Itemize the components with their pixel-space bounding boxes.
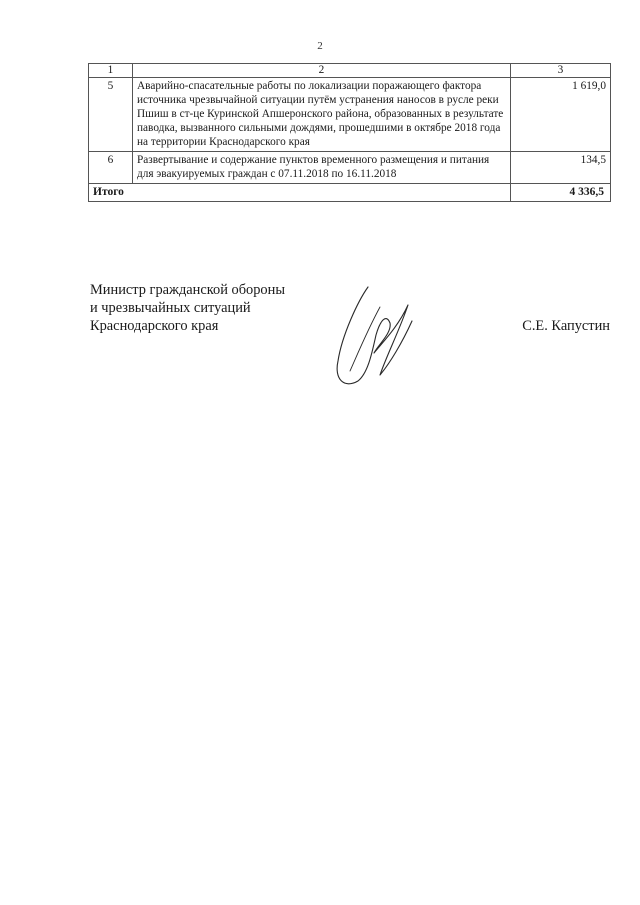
- row-amount: 1 619,0: [511, 78, 611, 152]
- expenses-table: [88, 63, 611, 202]
- row-number: 5: [89, 78, 133, 152]
- table-row: [89, 152, 611, 184]
- row-amount: 134,5: [511, 152, 611, 184]
- row-number: 6: [89, 152, 133, 184]
- column-header: 1: [89, 64, 133, 78]
- position-line: Министр гражданской обороны: [90, 282, 285, 298]
- total-label: Итого: [89, 184, 511, 202]
- signatory-position: [90, 281, 285, 335]
- table-header-row: [89, 64, 611, 78]
- handwritten-signature: [328, 283, 418, 393]
- position-line: Краснодарского края: [90, 318, 219, 334]
- table-total-row: [89, 184, 611, 202]
- page-number: 2: [317, 40, 323, 52]
- row-description: Развертывание и содержание пунктов временного размещения и питания для эвакуируемых граждан с 07.11.2018 по 16.11.2018: [133, 152, 511, 184]
- column-header: 2: [133, 64, 511, 78]
- position-line: и чрезвычайных ситуаций: [90, 300, 251, 316]
- table-row: [89, 78, 611, 152]
- signer-name: С.Е. Капустин: [522, 318, 610, 334]
- total-value: 4 336,5: [511, 184, 611, 202]
- column-header: 3: [511, 64, 611, 78]
- row-description: Аварийно-спасательные работы по локализации поражающего фактора источника чрезвычайной ситуации путём устранения наносов в русле реки Пшиш в ст-це Куринской Апшеронского района, образованных в результате паводка, вызванного сильными дождями, прошедшими в октябре 2018 года на территории Краснодарского края: [133, 78, 511, 152]
